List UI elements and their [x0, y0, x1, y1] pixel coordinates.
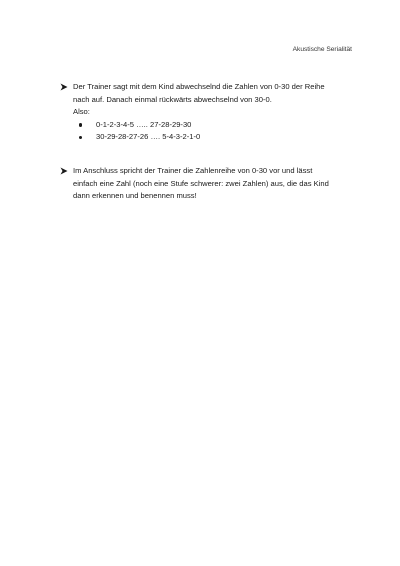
sub-list-item-text: 0-1-2-3-4-5 ….. 27-28-29-30 — [96, 119, 192, 129]
text-line: nach auf. Danach einmal rückwärts abwechselnd von 30-0. — [73, 94, 272, 104]
sub-list-item — [73, 119, 352, 132]
bullet-dot-icon — [79, 123, 82, 126]
text-line: einfach eine Zahl (noch eine Stufe schwerer: zwei Zahlen) aus, die das Kind — [73, 178, 329, 188]
text-line: Der Trainer sagt mit dem Kind abwechselnd die Zahlen von 0-30 der Reihe — [73, 82, 325, 91]
sub-list-item-text: 30-29-28-27-26 …. 5-4-3-2-1-0 — [96, 132, 201, 142]
bullet-dot-icon — [79, 136, 82, 139]
list-item-text — [73, 165, 352, 203]
text-line: dann erkennen und benennen muss! — [73, 191, 197, 201]
list-item — [60, 165, 352, 203]
list-item — [60, 81, 352, 144]
arrowhead-icon — [60, 165, 68, 178]
sub-list-item — [73, 131, 352, 144]
sub-list — [73, 119, 352, 144]
list-item-text — [73, 81, 352, 119]
text-line: Also: — [73, 107, 90, 117]
text-line: Im Anschluss spricht der Trainer die Zahlenreihe von 0-30 vor und lässt — [73, 166, 313, 175]
arrowhead-icon — [60, 81, 68, 94]
page-header-title: Akustische Serialität — [292, 46, 352, 53]
